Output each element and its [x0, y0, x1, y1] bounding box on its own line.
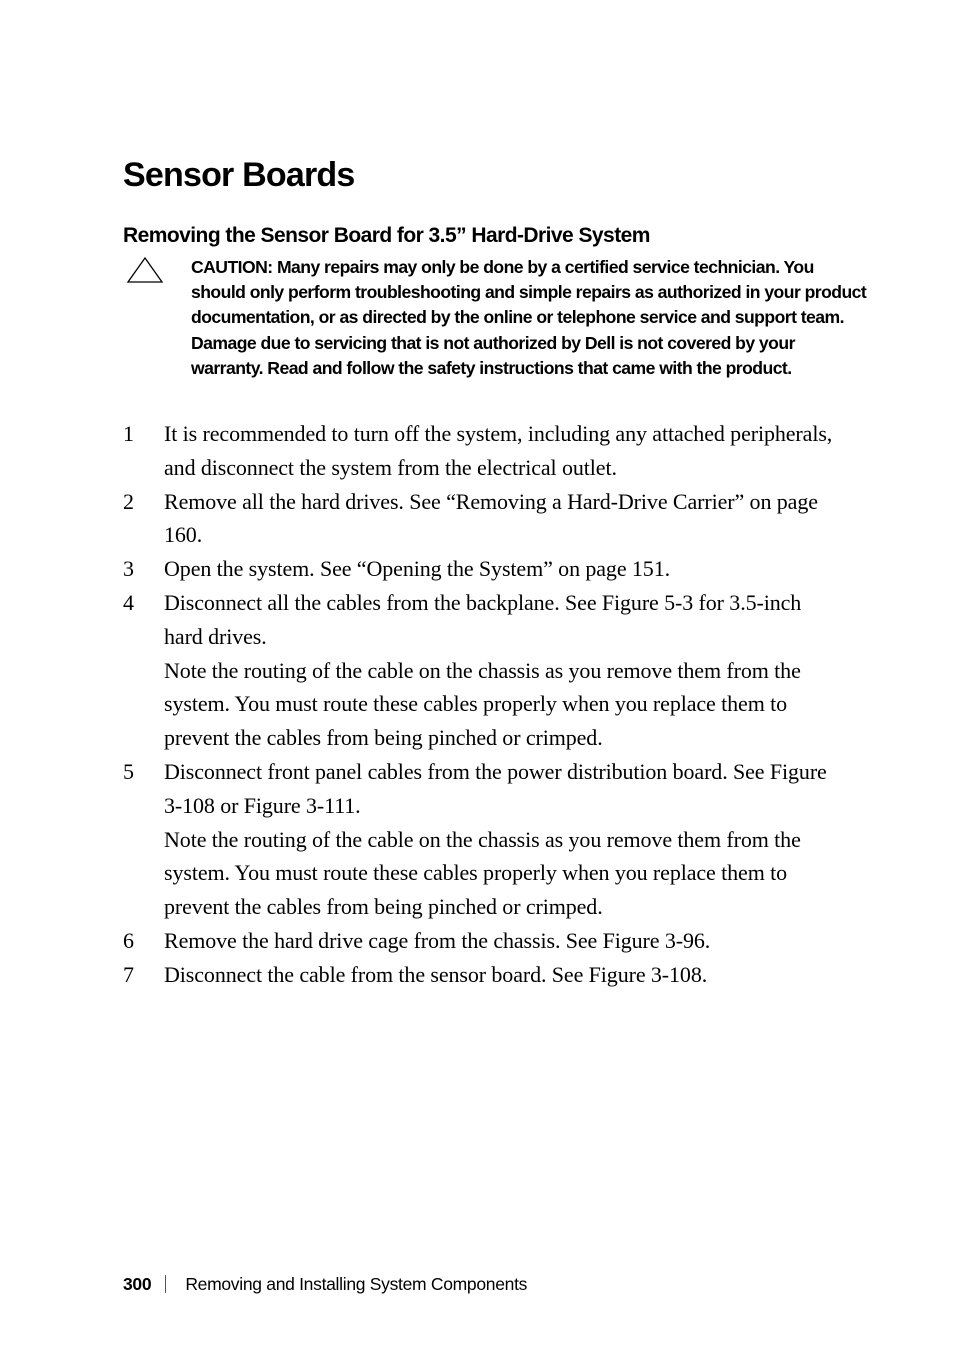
step-item — [123, 417, 843, 485]
step-text: Remove the hard drive cage from the chassis. See Figure 3-96. — [164, 927, 711, 953]
page-title: Sensor Boards — [123, 156, 355, 194]
step-item — [123, 586, 843, 755]
step-text: Disconnect all the cables from the backplane. See Figure 5-3 for 3.5-inch hard drives. — [164, 589, 802, 649]
step-item — [123, 552, 843, 586]
step-text: It is recommended to turn off the system, including any attached peripherals, and disconnect the system from the electrical outlet. — [164, 421, 833, 480]
step-number: 7 — [123, 961, 134, 987]
step-item — [123, 924, 843, 958]
step-number: 3 — [123, 556, 134, 582]
footer-separator — [165, 1275, 166, 1293]
step-text: Disconnect front panel cables from the power distribution board. See Figure 3-108 or Figure 3-111. — [164, 758, 827, 818]
step-item — [123, 485, 843, 553]
step-item — [123, 755, 843, 924]
step-note: Note the routing of the cable on the chassis as you remove them from the system. You must route these cables properly when you replace them to prevent the cables from being pinched or crimped. — [164, 657, 801, 751]
footer-page-number: 300 — [123, 1274, 152, 1294]
steps-list — [123, 417, 843, 992]
step-number: 2 — [123, 488, 134, 514]
step-text: Open the system. See “Opening the System” on page 151. — [164, 556, 670, 582]
step-number: 6 — [123, 927, 134, 953]
caution-triangle-icon — [126, 256, 164, 284]
page-footer — [123, 1272, 527, 1296]
step-number: 4 — [123, 589, 134, 615]
step-number: 1 — [123, 421, 134, 446]
section-title: Removing the Sensor Board for 3.5” Hard-Drive System — [123, 224, 650, 247]
step-note: Note the routing of the cable on the chassis as you remove them from the system. You must route these cables properly when you replace them to prevent the cables from being pinched or crimped. — [164, 826, 801, 920]
footer-chapter-title: Removing and Installing System Components — [185, 1274, 528, 1294]
step-text: Remove all the hard drives. See “Removing a Hard-Drive Carrier” on page 160. — [164, 488, 818, 548]
step-item — [123, 958, 843, 992]
step-text: Disconnect the cable from the sensor board. See Figure 3-108. — [164, 961, 708, 987]
caution-text: CAUTION: Many repairs may only be done by a certified service technician. You should only perform troubleshooting and simple repairs as authorized in your product documentation, or as directed by the online or telephone service and support team. Damage due to servicing that is not authorized by Dell is not covered by your warranty. Read and follow the safety instructions that came with the product. — [191, 257, 867, 378]
step-number: 5 — [123, 758, 134, 784]
